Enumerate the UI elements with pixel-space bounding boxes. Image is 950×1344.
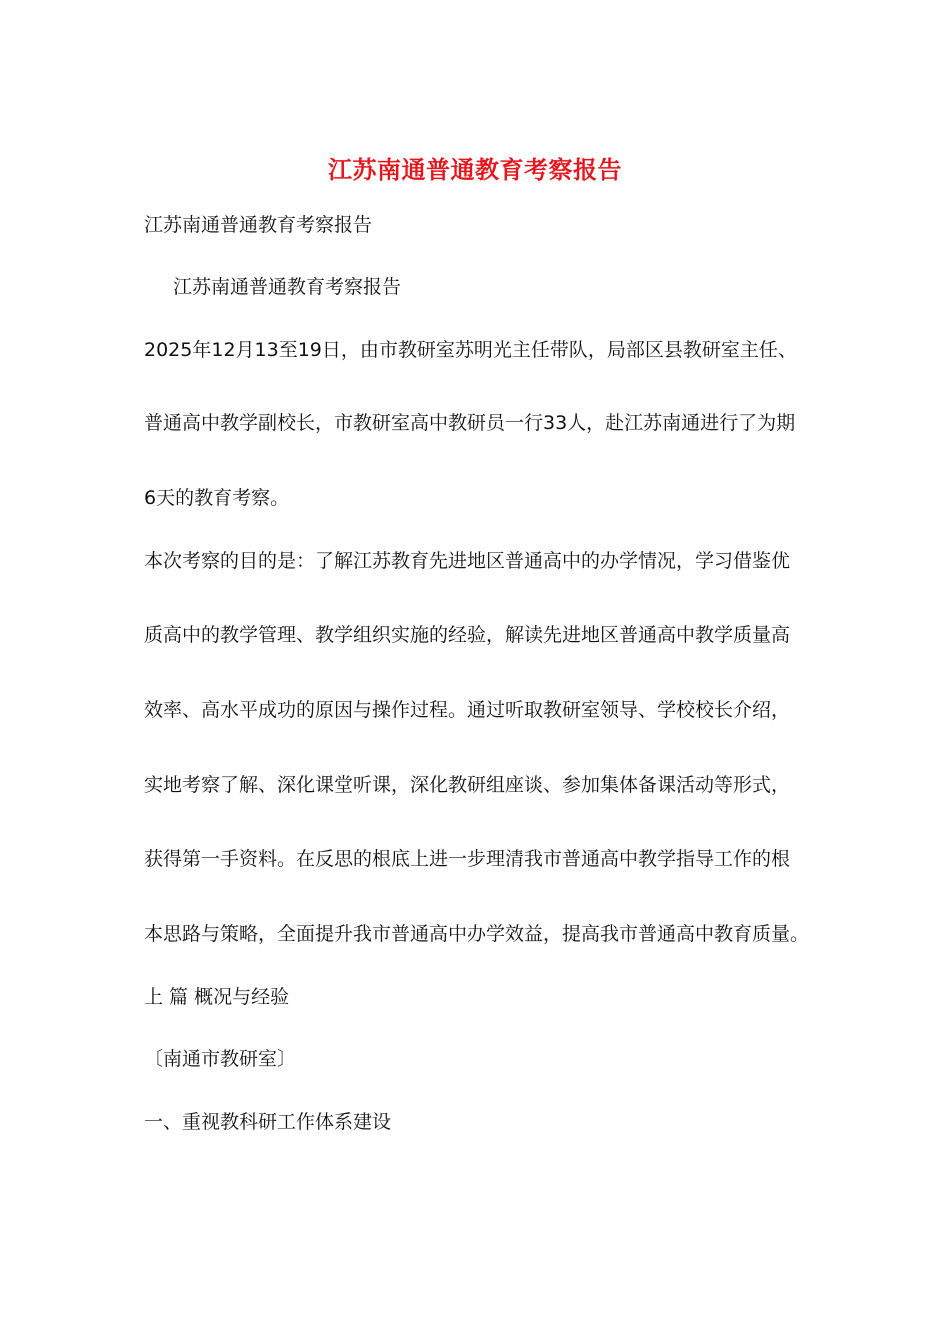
subsection-heading: 一、重视教科研工作体系建设	[144, 1111, 392, 1133]
document-title: 江苏南通普通教育考察报告	[328, 155, 622, 184]
paragraph-line: 本次考察的目的是：了解江苏教育先进地区普通高中的办学情况，学习借鉴优	[144, 550, 791, 572]
section-source: 〔南通市教研室〕	[144, 1048, 297, 1070]
paragraph-line: 效率、高水平成功的原因与操作过程。通过听取教研室领导、学校校长介绍，	[144, 699, 791, 721]
document-subtitle-indented: 江苏南通普通教育考察报告	[173, 276, 402, 298]
paragraph-line: 获得第一手资料。在反思的根底上进一步理清我市普通高中教学指导工作的根	[144, 848, 791, 870]
paragraph-line: 实地考察了解、深化课堂听课，深化教研组座谈、参加集体备课活动等形式，	[144, 774, 791, 796]
section-heading: 上 篇 概况与经验	[144, 986, 290, 1008]
paragraph-line: 2025年12月13至19日，由市教研室苏明光主任带队，局部区县教研室主任、	[144, 339, 797, 361]
document-subtitle: 江苏南通普通教育考察报告	[144, 214, 373, 236]
paragraph-line: 质高中的教学管理、教学组织实施的经验，解读先进地区普通高中教学质量高	[144, 624, 791, 646]
paragraph-line: 普通高中教学副校长，市教研室高中教研员一行33人，赴江苏南通进行了为期	[144, 412, 796, 434]
paragraph-line: 6天的教育考察。	[144, 487, 290, 509]
paragraph-line: 本思路与策略，全面提升我市普通高中办学效益，提高我市普通高中教育质量。	[144, 923, 810, 945]
